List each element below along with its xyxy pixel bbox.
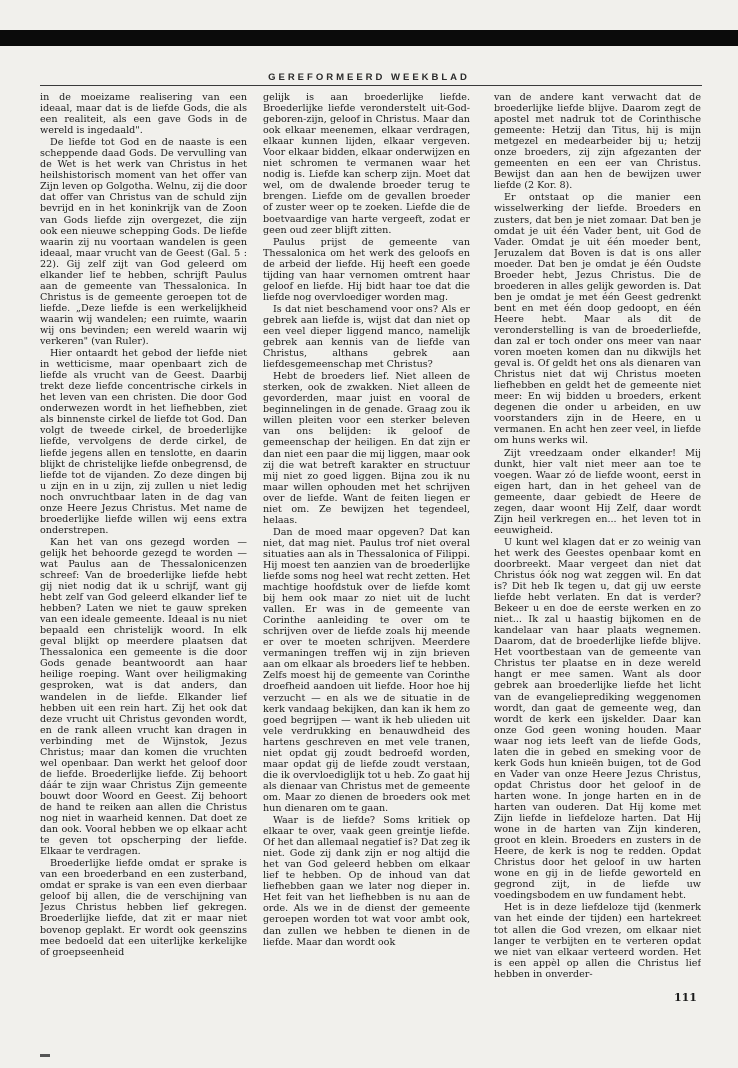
paragraph: gelijk is aan broederlijke liefde. Broederlijke liefde veronderstelt uit-God-geboren-zijn, geloof in Christus. Maar dan ook elkaar meenemen, elkaar verdragen, elkaar kunnen lijden, elkaar vergeven. Voor elkaar bidden, elkaar onderwijzen en niet schromen te vermanen waar het nodig is. Liefde kan scherp zijn. Moet dat wel, om de dwalende broeder terug te brengen. Liefde om de gevallen broeder of zuster weer op te zoeken. Liefde die de boetvaardige van harte vergeeft, zodat er geen oud zeer blijft zitten. [263,92,470,236]
header-rule [40,85,702,86]
paragraph: De liefde tot God en de naaste is een scheppende daad Gods. De vervulling van de Wet is het werk van Christus in het heilshistorisch moment van het offer van Zijn leven op Golgotha. Welnu, zij die door dat offer van Christus van de schuld zijn bevrijd en in het koninkrijk van de Zoon van Gods liefde zijn overgezet, die zijn ook een nieuwe schepping Gods. De liefde waarin zij nu voortaan wandelen is geen ideaal, maar vrucht van de Geest (Gal. 5 : 22). Gij zelf zijt van God geleerd om elkander lief te hebben, schrijft Paulus aan de gemeente van Thessalonica. In Christus is de gemeente geroepen tot de liefde. „Deze liefde is een werkelijkheid waarin wij wandelen; een ruimte, waarin wij ons bevinden; een wereld waarin wij verkeren" (van Ruler). [40,137,247,348]
paragraph: Kan het van ons gezegd worden — gelijk het behoorde gezegd te worden — wat Paulus aan de Thessalonicenzen schreef: Van de broederlijke liefde hebt gij niet nodig dat ik u schrijf, want gij hebt zelf van God geleerd elkander lief te hebben? Laten we niet te gauw spreken van een ideale gemeente. Ideaal is nu niet bepaald een christelijk woord. In elk geval blijkt op meerdere plaatsen dat Thessalonica een gemeente is die door Gods genade beantwoordt aan haar heilige roeping. Want over heiligmaking gesproken, wat is dat anders, dan wandelen in de liefde. Elkander lief hebben uit een rein hart. Zij het ook dat deze vrucht uit Christus gevonden wordt, en de rank alleen vrucht kan dragen in verbinding met de Wijnstok, Jezus Christus; maar dan komen die vruchten wel openbaar. Dan werkt het geloof door de liefde. Broederlijke liefde. Zij behoort dáár te zijn waar Christus Zijn gemeente bouwt door Woord en Geest. Zij behoort de hand te reiken aan allen die Christus nog niet in waarheid kennen. Dat doet ze dan ook. Vooral hebben we op elkaar acht te geven tot opscherping der liefde. Elkaar te verdragen. [40,536,247,858]
text-column-3 [494,92,701,992]
paragraph: Dan de moed maar opgeven? Dat kan niet, dat mag niet. Paulus trof niet overal situaties aan als in Thessalonica of Filippi. Hij moest ten aanzien van de broederlijke liefde soms nog heel wat recht zetten. Het machtige hoofdstuk over de liefde komt bij hem ook maar zo niet uit de lucht vallen. Er was in de gemeente van Corinthe aanleiding te over om te schrijven over de liefde zoals hij meende er over te moeten schrijven. Meerdere vermaningen treffen wij in zijn brieven aan om elkaar als broeders lief te hebben. Zelfs moest hij de gemeente van Corinthe droefheid aandoen uit liefde. Hoor hoe hij verzucht — en als we de situatie in de kerk vandaag bekijken, dan kan ik hem zo goed begrijpen — want ik heb ulieden uit vele verdrukking en benauwdheid des hartens geschreven en met vele tranen, niet opdat gij zoudt bedroefd worden, maar opdat gij de liefde zoudt verstaan, die ik overvloediglijk tot u heb. Zo gaat hij als dienaar van Christus met de gemeente om. Maar zo dienen de broeders ook met hun dienaren om te gaan. [263,526,470,814]
top-black-bar [0,30,738,46]
paragraph: Paulus prijst de gemeente van Thessalonica om het werk des geloofs en de arbeid der liefde. Hij heeft een goede tijding van haar vernomen omtrent haar geloof en liefde. Hij bidt haar toe dat die liefde nog overvloediger worden mag. [263,236,470,303]
paragraph: Is dat niet beschamend voor ons? Als er gebrek aan liefde is, wijst dat dan niet op een veel dieper liggend manco, namelijk gebrek aan kennis van de liefde van Christus, althans gebrek aan liefdesgemeenschap met Christus? [263,303,470,371]
paragraph: U kunt wel klagen dat er zo weinig van het werk des Geestes openbaar komt en doorbreekt. Maar vergeet dan niet dat Christus óók nog wat zeggen wil. En dat is? Dit heb Ik tegen u, dat gij uw eerste liefde hebt verlaten. En dat is verder? Bekeer u en doe de eerste werken en zo niet... Ik zal u haastig bijkomen en de kandelaar van haar plaats wegnemen. Daarom, dat de broederlijke liefde blijve. Het voortbestaan van de gemeente van Christus ter plaatse en in deze wereld hangt er mee samen. Want als door gebrek aan broederlijke liefde het licht van de evangelieprediking weggenomen wordt, dan gaat de gemeente weg, dan wordt de kerk een ijskelder. Daar kan onze God geen woning houden. Maar waar nog iets leeft van de liefde Gods, laten die in gebed en smeking voor de kerk Gods hun knieën buigen, tot de God en Vader van onze Heere Jezus Christus, opdat Christus door het geloof in de harten wone. In jonge harten en in de harten van ouderen. Dat Hij kome met Zijn liefde in liefdeloze harten. Dat Hij wone in de harten van Zijn kinderen, groot en klein. Broeders en zusters in de Heere, de kerk is nog te redden. Opdat Christus door het geloof in uw harten wone en gij in de liefde geworteld en gegrond zijt, in de liefde uw voedingsbodem en uw fundament hebt. [494,536,701,902]
paragraph: Broederlijke liefde omdat er sprake is van een broederband en een zusterband, omdat er sprake is van een even dierbaar geloof bij allen, die de verschijning van Jezus Christus hebben lief gekregen. Broederlijke liefde, dat zit er maar niet bovenop geplakt. Er wordt ook geenszins mee bedoeld dat een uiterlijke kerkelijke of groepseenheid [40,858,247,958]
page-number: 111 [674,991,697,1004]
paragraph: Het is in deze liefdeloze tijd (kenmerk van het einde der tijden) een hartekreet tot allen die God vrezen, om elkaar niet langer te verbijten en te verteren opdat we niet van elkaar verteerd worden. Het is een appèl op allen die Christus lief hebben in onverder- [494,902,701,980]
paragraph: Hier ontaardt het gebod der liefde niet in wetticisme, maar openbaart zich de liefde als vrucht van de Geest. Daarbij trekt deze liefde concentrische cirkels in het leven van een christen. Die door God onderwezen wordt in het liefhebben, ziet als binnenste cirkel de liefde tot God. Dan volgt de tweede cirkel, de broederlijke liefde, vervolgens de derde cirkel, de liefde jegens allen en tenslotte, en daarin blijkt de christelijke liefde onbegrensd, de liefde tot de vijanden. Zo deze dingen bij u zijn en in u zijn, zij zullen u niet ledig noch onvruchtbaar laten in de dag van onze Heere Jezus Christus. Met name de broederlijke liefde willen wij eens extra onderstrepen. [40,348,247,536]
paragraph: Er ontstaat op die manier een wisselwerking der liefde. Broeders en zusters, dat ben je niet zomaar. Dat ben je omdat je uit één Vader bent, uit God de Vader. Omdat je uit één moeder bent, Jeruzalem dat Boven is dat is ons aller moeder. Dat ben je omdat je één Oudste Broeder hebt, Jezus Christus. Die de broederen in alles gelijk geworden is. Dat ben je omdat je met één Geest gedrenkt bent en met één doop gedoopt, en één Heere hebt. Maar als dit de veronderstelling is van de broederliefde, dan zal er toch onder ons meer van naar voren moeten komen dan nu dikwijls het geval is. Of geldt het ons als dienaren van Christus niet dat wij Christus moeten liefhebben en geldt het de gemeente niet meer: En wij bidden u broeders, erkent degenen die onder u arbeiden, en uw voorstanders zijn in de Heere, en u vermanen. En acht hen zeer veel, in liefde om huns werks wil. [494,192,701,447]
scan-mark [40,1054,50,1057]
text-column-1 [40,92,247,992]
paragraph: van de andere kant verwacht dat de broederlijke liefde blijve. Daarom zegt de apostel met nadruk tot de Corinthische gemeente: Hetzij dan Titus, hij is mijn metgezel en medearbeider bij u; hetzij onze broeders, zij zijn afgezanten der gemeenten en een eer van Christus. Bewijst dan aan hen de bewijzen uwer liefde (2 Kor. 8). [494,92,701,192]
paragraph: Hebt de broeders lief. Niet alleen de sterken, ook de zwakken. Niet alleen de gevorderden, maar juist en vooral de beginnelingen in de genade. Graag zou ik willen pleiten voor een sterker beleven van ons belijden: ik geloof de gemeenschap der heiligen. En dat zijn er dan niet een paar die mij liggen, maar ook zij die wat betreft karakter en structuur mij niet zo goed liggen. Bijna zou ik nu maar willen ophouden met het schrijven over de liefde. Want de feiten liegen er niet om. Ze bewijzen het tegendeel, helaas. [263,371,470,526]
masthead-title: GEREFORMEERD WEEKBLAD [268,72,470,83]
text-column-2 [263,92,470,992]
paragraph: in de moeizame realisering van een ideaal, maar dat is de liefde Gods, die als een realiteit, als een gave Gods in de wereld is ingedaald". [40,92,247,137]
paragraph: Waar is de liefde? Soms kritiek op elkaar te over, vaak geen greintje liefde. Of het dan allemaal negatief is? Dat zeg ik niet. Gode zij dank zijn er nog altijd die het van God geleerd hebben om elkaar lief te hebben. Op de inhoud van dat liefhebben gaan we later nog dieper in. Het feit van het liefhebben is nu aan de orde. Als we in de dienst der gemeente geroepen worden tot wat voor ambt ook, dan zullen we hebben te dienen in de liefde. Maar dan wordt ook [263,815,470,948]
paragraph: Zijt vreedzaam onder elkander! Mij dunkt, hier valt niet meer aan toe te voegen. Waar zó de liefde woont, eerst in eigen hart, dan in het geheel van de gemeente, daar gebiedt de Heere de zegen, daar woont Hij Zelf, daar wordt Zijn heil verkregen en... het leven tot in eeuwigheid. [494,447,701,536]
